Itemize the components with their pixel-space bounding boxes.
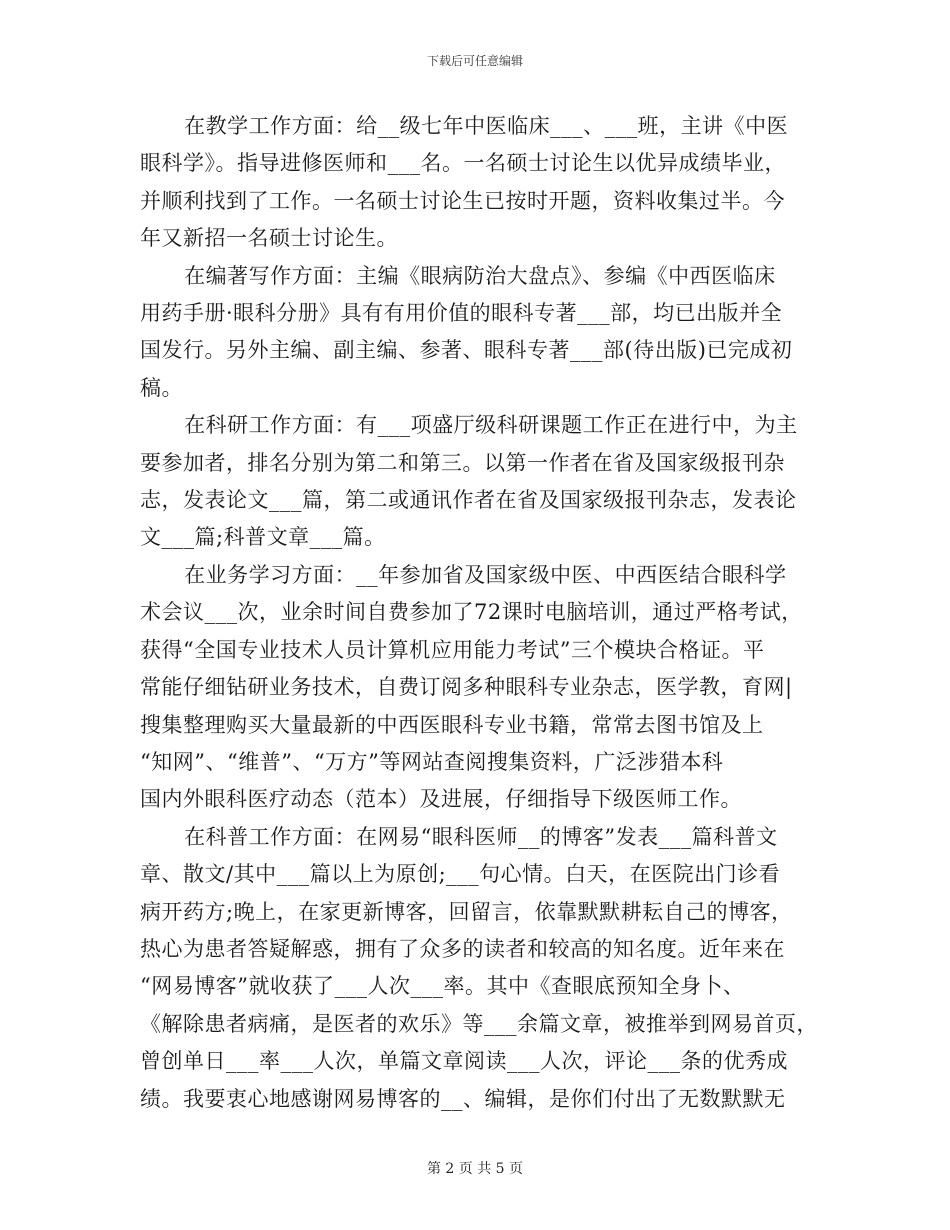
text-line: 在业务学习方面：__年参加省及国家级中医、中西医结合眼科学	[184, 562, 787, 587]
text-line: 热心为患者答疑解惑，拥有了众多的读者和较高的知名度。近年来在	[140, 936, 785, 961]
text-line: 章、散文/其中___篇以上为原创;___句心情。白天，在医院出门诊看	[140, 862, 781, 887]
text-line: 在科普工作方面：在网易“眼科医师__的博客”发表___篇科普文	[184, 824, 778, 849]
text-line: 并顺利找到了工作。一名硕士讨论生已按时开题，资料收集过半。今	[140, 188, 785, 213]
text-line: 常能仔细钻研业务技术，自费订阅多种眼科专业杂志，医学教，育网|	[140, 675, 793, 700]
text-line: “网易博客”就收获了___人次___率。其中《查眼底预知全身卜、	[140, 974, 745, 999]
paragraph-teaching	[140, 108, 820, 258]
text-line: 绩。我要衷心地感谢网易博客的__、编辑，是你们付出了无数默默无	[140, 1086, 786, 1111]
page-header: 下载后可任意编辑	[426, 54, 523, 68]
text-line: 眼科学》。指导进修医师和___名。一名硕士讨论生以优异成绩毕业，	[140, 151, 786, 176]
text-line: 病开药方;晚上，在家更新博客，回留言，依靠默默耕耘自己的博客，	[140, 899, 793, 924]
text-line: 《解除患者病痛，是医者的欢乐》等___余篇文章，被推举到网易首页，	[140, 1011, 818, 1036]
paragraph-popular-science	[140, 819, 820, 1118]
text-line: 术会议___次，业余时间自费参加了72课时电脑培训，通过严格考试，	[140, 600, 803, 625]
text-line: 年又新招一名硕士讨论生。	[140, 226, 398, 251]
paragraph-research	[140, 407, 820, 557]
document-body	[140, 108, 820, 1118]
paragraph-writing	[140, 258, 820, 408]
text-line: 志，发表论文___篇，第二或通讯作者在省及国家级报刊杂志，发表论	[140, 488, 797, 513]
text-line: 在科研工作方面：有___项盛厅级科研课题工作正在进行中，为主	[184, 413, 798, 438]
text-line: 用药手册·眼科分册》具有有用价值的眼科专著___部，均已出版并全	[140, 301, 783, 326]
text-line: 获得“全国专业技术人员计算机应用能力考试”三个模块合格证。平	[140, 637, 765, 662]
text-line: 曾创单日___率___人次，单篇文章阅读___人次，评论___条的优秀成	[140, 1049, 788, 1074]
text-line: 文___篇;科普文章___篇。	[140, 525, 386, 550]
text-line: 要参加者，排名分别为第二和第三。以第一作者在省及国家级报刊杂	[140, 450, 785, 475]
paragraph-study	[140, 557, 820, 819]
text-line: 在编著写作方面：主编《眼病防治大盘点》、参编《中西医临床	[184, 263, 776, 288]
page-footer: 第 2 页 共 5 页	[426, 1161, 524, 1177]
text-line: 搜集整理购买大量最新的中西医眼科专业书籍，常常去图书馆及上	[140, 712, 764, 737]
text-line: “知网”、“维普”、“万方”等网站查阅搜集资料，广泛涉猎本科	[140, 749, 724, 774]
text-line: 在教学工作方面：给__级七年中医临床___、___班，主讲《中医	[184, 114, 789, 138]
text-line: 国内外眼科医疗动态（范本）及进展，仔细指导下级医师工作。	[140, 787, 742, 812]
text-line: 国发行。另外主编、副主编、参著、眼科专著___部(待出版)已完成初	[140, 338, 793, 363]
text-line: 稿。	[140, 375, 183, 400]
